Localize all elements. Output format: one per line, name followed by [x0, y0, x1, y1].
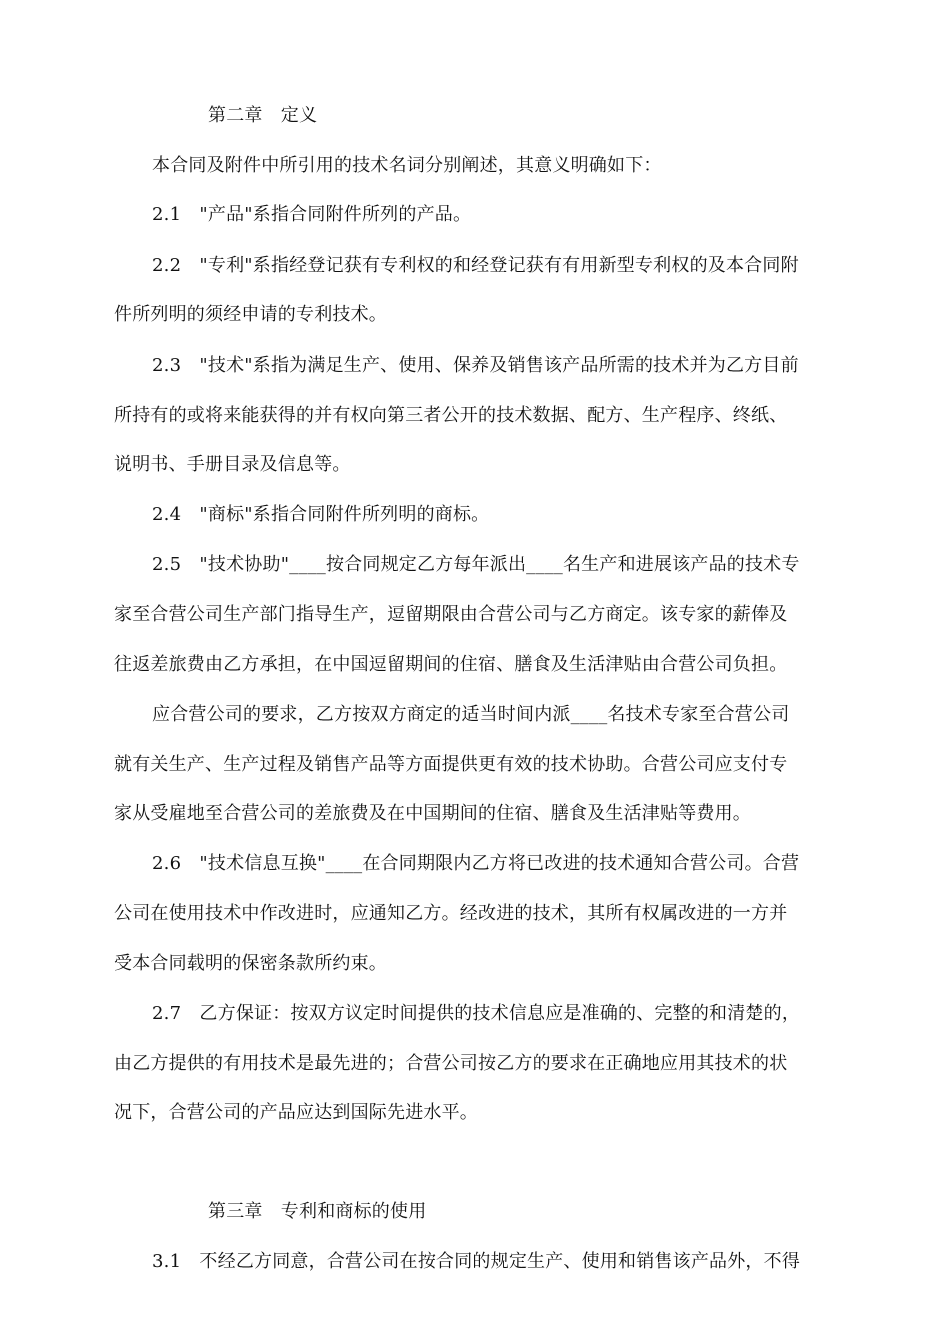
clause-2-5-line-1: 2.5 "技术协助"____按合同规定乙方每年派出____名生产和进展该产品的技术专 [152, 554, 800, 575]
clause-2-6-line-2: 公司在使用技术中作改进时，应通知乙方。经改进的技术，其所有权属改进的一方并 [114, 903, 788, 924]
clause-2-7-line-3: 况下，合营公司的产品应达到国际先进水平。 [114, 1102, 478, 1123]
chapter-heading: 第二章 定义 [208, 105, 318, 126]
clause-2-5-cont-line-3: 家从受雇地至合营公司的差旅费及在中国期间的住宿、膳食及生活津贴等费用。 [114, 803, 751, 824]
clause-2-3-line-2: 所持有的或将来能获得的并有权向第三者公开的技术数据、配方、生产程序、终纸、 [114, 405, 788, 426]
clause-2-6-line-1: 2.6 "技术信息互换"____在合同期限内乙方将已改进的技术通知合营公司。合营 [152, 853, 800, 874]
clause-3-1-line-1: 3.1 不经乙方同意，合营公司在按合同的规定生产、使用和销售该产品外，不得 [152, 1251, 801, 1272]
intro-paragraph: 本合同及附件中所引用的技术名词分别阐述，其意义明确如下： [152, 155, 662, 176]
clause-2-5-cont-line-1: 应合营公司的要求，乙方按双方商定的适当时间内派____名技术专家至合营公司 [152, 704, 790, 725]
clause-2-5-line-2: 家至合营公司生产部门指导生产，逗留期限由合营公司与乙方商定。该专家的薪俸及 [114, 604, 788, 625]
clause-2-1-line-1: 2.1 "产品"系指合同附件所列的产品。 [152, 204, 472, 225]
chapter-heading: 第三章 专利和商标的使用 [208, 1201, 427, 1222]
clause-2-2-line-2: 件所列明的须经申请的专利技术。 [114, 304, 387, 325]
clause-2-7-line-1: 2.7 乙方保证：按双方议定时间提供的技术信息应是准确的、完整的和清楚的， [152, 1003, 801, 1024]
clause-2-4-line-1: 2.4 "商标"系指合同附件所列明的商标。 [152, 504, 490, 525]
clause-2-3-line-1: 2.3 "技术"系指为满足生产、使用、保养及销售该产品所需的技术并为乙方目前 [152, 355, 799, 376]
clause-2-5-line-3: 往返差旅费由乙方承担，在中国逗留期间的住宿、膳食及生活津贴由合营公司负担。 [114, 654, 788, 675]
clause-2-3-line-3: 说明书、手册目录及信息等。 [114, 454, 351, 475]
clause-2-5-cont-line-2: 就有关生产、生产过程及销售产品等方面提供更有效的技术协助。合营公司应支付专 [114, 754, 788, 775]
clause-2-6-line-3: 受本合同载明的保密条款所约束。 [114, 953, 387, 974]
clause-2-2-line-1: 2.2 "专利"系指经登记获有专利权的和经登记获有有用新型专利权的及本合同附 [152, 255, 799, 276]
clause-2-7-line-2: 由乙方提供的有用技术是最先进的；合营公司按乙方的要求在正确地应用其技术的状 [114, 1053, 788, 1074]
